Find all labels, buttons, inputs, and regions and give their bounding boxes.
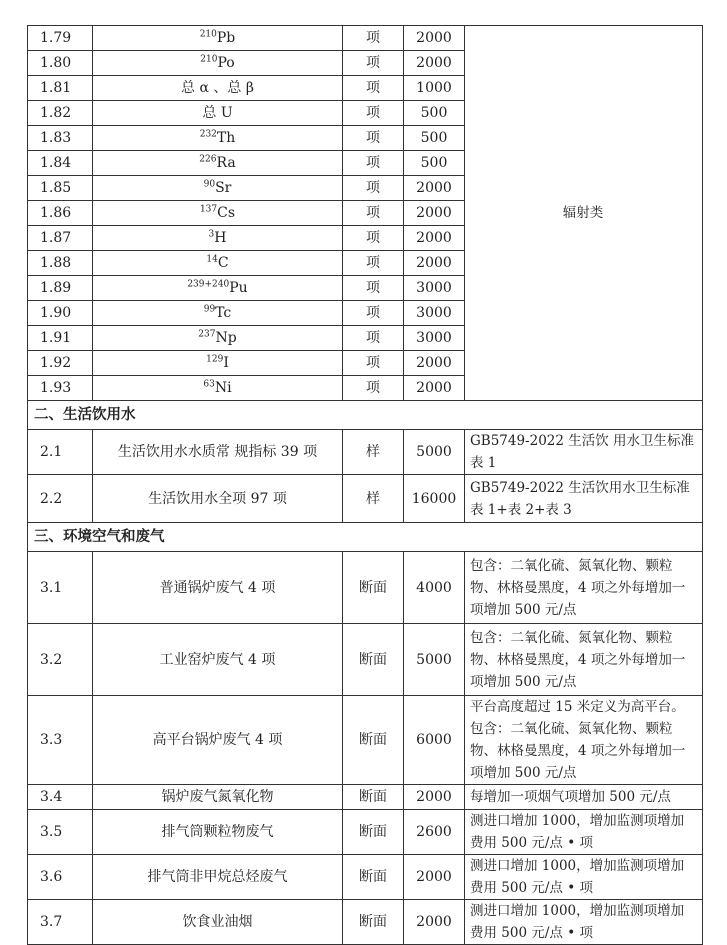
isotope-symbol: Sr (215, 180, 232, 196)
row-number: 1.86 (28, 201, 93, 226)
unit: 项 (343, 26, 404, 51)
item-name (93, 201, 343, 226)
item-name: 排气筒非甲烷总烃废气 (93, 855, 343, 900)
table-row (28, 552, 703, 624)
remark: 测进口增加 1000，增加监测项增加费用 500 元/点 • 项 (465, 855, 703, 900)
item-name: 生活饮用水全项 97 项 (93, 475, 343, 523)
item-name (93, 226, 343, 251)
table-row (28, 855, 703, 900)
item-name: 排气筒颗粒物废气 (93, 810, 343, 855)
row-number: 1.92 (28, 351, 93, 376)
isotope-symbol: Th (216, 130, 236, 146)
isotope-symbol: I (223, 355, 229, 371)
price: 3000 (404, 301, 465, 326)
isotope-mass-number: 14 (206, 254, 218, 265)
isotope-mass-number: 210 (199, 29, 217, 40)
unit: 项 (343, 151, 404, 176)
unit: 断面 (343, 855, 404, 900)
item-name (93, 351, 343, 376)
item-name (93, 301, 343, 326)
price: 2000 (404, 201, 465, 226)
isotope-symbol: 总 U (202, 105, 233, 121)
isotope-mass-number: 137 (199, 204, 218, 215)
row-number: 2.1 (28, 430, 93, 475)
price: 2000 (404, 226, 465, 251)
isotope-symbol: H (214, 230, 227, 246)
item-name (93, 176, 343, 201)
isotope-mass-number: 90 (203, 179, 216, 190)
unit: 样 (343, 430, 404, 475)
price: 500 (404, 126, 465, 151)
isotope-mass-number: 129 (206, 354, 224, 365)
item-name (93, 51, 343, 76)
row-number: 3.3 (28, 696, 93, 785)
unit: 项 (343, 226, 404, 251)
item-name: 生活饮用水水质常 规指标 39 项 (93, 430, 343, 475)
table-row (28, 475, 703, 523)
table-row (28, 624, 703, 696)
unit: 项 (343, 76, 404, 101)
unit: 项 (343, 326, 404, 351)
row-number: 1.85 (28, 176, 93, 201)
isotope-symbol: Tc (215, 305, 232, 321)
price: 2000 (404, 351, 465, 376)
remark: GB5749-2022 生活饮 用水卫生标准 表 1 (465, 430, 703, 475)
unit: 断面 (343, 900, 404, 945)
item-name: 饮食业油烟 (93, 900, 343, 945)
isotope-mass-number: 232 (199, 129, 217, 140)
table-row (28, 785, 703, 810)
item-name (93, 26, 343, 51)
item-name (93, 251, 343, 276)
row-number: 2.2 (28, 475, 93, 523)
price: 4000 (404, 552, 465, 624)
row-number: 3.7 (28, 900, 93, 945)
price: 6000 (404, 696, 465, 785)
isotope-symbol: Pb (216, 30, 236, 46)
isotope-mass-number: 239+240 (187, 279, 230, 290)
table-row (28, 810, 703, 855)
isotope-mass-number: 3 (208, 229, 215, 240)
row-number: 1.91 (28, 326, 93, 351)
isotope-symbol: Ni (214, 380, 232, 396)
isotope-symbol: Np (215, 330, 237, 346)
item-name: 锅炉废气氮氧化物 (93, 785, 343, 810)
table-row (28, 26, 703, 51)
table-row (28, 900, 703, 945)
isotope-mass-number: 99 (203, 304, 216, 315)
remark: 测进口增加 1000，增加监测项增加费用 500 元/点 • 项 (465, 900, 703, 945)
row-number: 1.82 (28, 101, 93, 126)
row-number: 1.79 (28, 26, 93, 51)
unit: 项 (343, 126, 404, 151)
category-note: 辐射类 (465, 26, 703, 401)
isotope-mass-number: 63 (203, 379, 215, 390)
unit: 项 (343, 376, 404, 401)
remark: 每增加一项烟气项增加 500 元/点 (465, 785, 703, 810)
isotope-symbol: C (217, 255, 229, 271)
unit: 项 (343, 276, 404, 301)
price: 2000 (404, 176, 465, 201)
isotope-mass-number: 210 (200, 54, 218, 65)
unit: 项 (343, 301, 404, 326)
price: 1000 (404, 76, 465, 101)
isotope-symbol: Pu (229, 280, 248, 296)
item-name: 工业窑炉废气 4 项 (93, 624, 343, 696)
unit: 样 (343, 475, 404, 523)
row-number: 3.4 (28, 785, 93, 810)
row-number: 1.89 (28, 276, 93, 301)
item-name (93, 376, 343, 401)
unit: 项 (343, 351, 404, 376)
unit: 断面 (343, 696, 404, 785)
row-number: 1.90 (28, 301, 93, 326)
remark: 包含：二氧化硫、氮氧化物、颗粒物、林格曼黑度，4 项之外每增加一项增加 500 元/点 (465, 624, 703, 696)
row-number: 3.5 (28, 810, 93, 855)
price: 2000 (404, 785, 465, 810)
unit: 断面 (343, 552, 404, 624)
remark: 平台高度超过 15 米定义为高平台。包含：二氧化硫、氮氧化物、颗粒物、林格曼黑度，4 项之外每增加一项增加 500 元/点 (465, 696, 703, 785)
item-name (93, 101, 343, 126)
price: 2000 (404, 376, 465, 401)
item-name (93, 151, 343, 176)
price: 2000 (404, 855, 465, 900)
row-number: 3.1 (28, 552, 93, 624)
item-name (93, 126, 343, 151)
price: 2000 (404, 251, 465, 276)
isotope-mass-number: 226 (199, 154, 217, 165)
remark: 测进口增加 1000，增加监测项增加费用 500 元/点 • 项 (465, 810, 703, 855)
item-name (93, 76, 343, 101)
table-row (28, 430, 703, 475)
row-number: 1.87 (28, 226, 93, 251)
unit: 断面 (343, 810, 404, 855)
row-number: 1.84 (28, 151, 93, 176)
price: 16000 (404, 475, 465, 523)
price: 2600 (404, 810, 465, 855)
unit: 项 (343, 176, 404, 201)
table-row (28, 696, 703, 785)
isotope-symbol: Ra (216, 155, 236, 171)
item-name: 高平台锅炉废气 4 项 (93, 696, 343, 785)
isotope-symbol: 总 α 、总 β (181, 80, 254, 96)
item-name (93, 276, 343, 301)
section-heading-row (28, 401, 703, 430)
row-number: 1.88 (28, 251, 93, 276)
row-number: 3.6 (28, 855, 93, 900)
remark: GB5749-2022 生活饮用水卫生标准 表 1+表 2+表 3 (465, 475, 703, 523)
section-heading-row (28, 523, 703, 552)
isotope-symbol: Po (217, 55, 235, 71)
section-title: 三、环境空气和废气 (28, 523, 703, 552)
item-name (93, 326, 343, 351)
item-name: 普通锅炉废气 4 项 (93, 552, 343, 624)
unit: 项 (343, 101, 404, 126)
row-number: 3.2 (28, 624, 93, 696)
isotope-mass-number: 237 (198, 329, 216, 340)
section-title: 二、生活饮用水 (28, 401, 703, 430)
row-number: 1.80 (28, 51, 93, 76)
unit: 项 (343, 251, 404, 276)
price: 5000 (404, 624, 465, 696)
unit: 断面 (343, 624, 404, 696)
price: 2000 (404, 51, 465, 76)
unit: 项 (343, 201, 404, 226)
row-number: 1.83 (28, 126, 93, 151)
fee-table (27, 25, 703, 945)
price: 500 (404, 101, 465, 126)
price: 2000 (404, 26, 465, 51)
price: 500 (404, 151, 465, 176)
remark: 包含：二氧化硫、氮氧化物、颗粒物、林格曼黑度，4 项之外每增加一项增加 500 元/点 (465, 552, 703, 624)
unit: 项 (343, 51, 404, 76)
isotope-symbol: Cs (217, 205, 236, 221)
price: 3000 (404, 276, 465, 301)
price: 3000 (404, 326, 465, 351)
price: 2000 (404, 900, 465, 945)
row-number: 1.93 (28, 376, 93, 401)
unit: 断面 (343, 785, 404, 810)
fee-table-body (28, 26, 703, 945)
row-number: 1.81 (28, 76, 93, 101)
price: 5000 (404, 430, 465, 475)
